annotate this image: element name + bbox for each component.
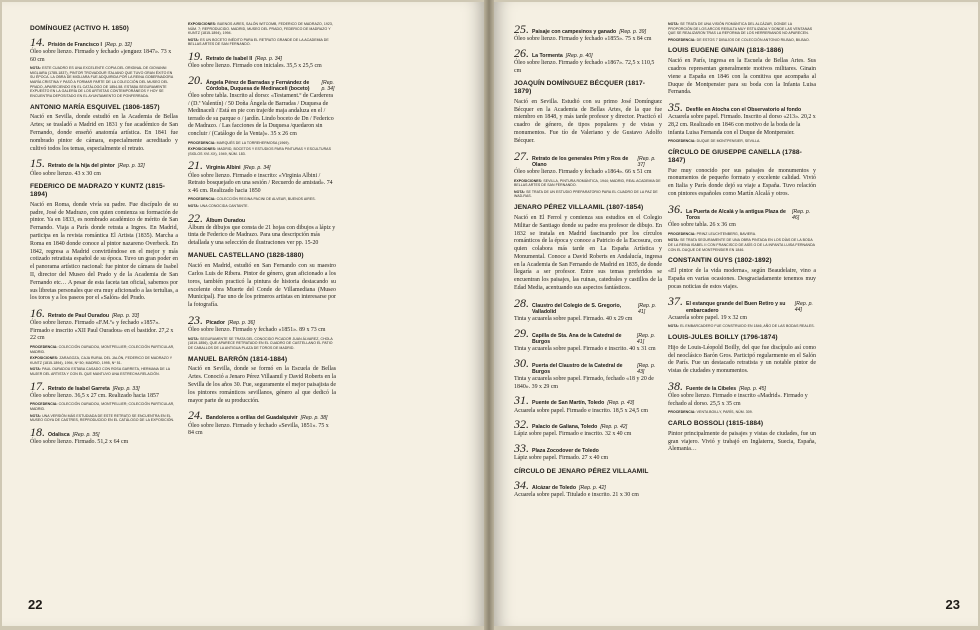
entry-title: Álbum Ouradou: [206, 217, 246, 224]
entry-title: El estanque grande del Buen Retiro y su embarcadero: [686, 301, 786, 314]
entry-number: 15.: [30, 156, 45, 171]
note-text: SE TRATA SEGURAMENTE DE UNA OBRA PINTADA EN LOS DÍAS DE LA BODA DE LA REINA ISABEL II CON FRANCISCO DE ASÍS O DE LA INFANTA LUISA FERNANDA CON EL DUQUE DE MONTPENSIER EN 1846.: [668, 238, 815, 252]
artist-heading: ANTONIO MARÍA ESQUIVEL (1806-1857): [30, 103, 160, 111]
note-label: NOTA:: [188, 336, 200, 341]
catalogue-entry: [188, 74, 336, 139]
note-label: PROCEDENCIA:: [668, 37, 696, 42]
entry-technical-description: Óleo sobre tabla. 26 x 36 cm: [668, 222, 736, 229]
page-number-right: 23: [945, 597, 960, 612]
entry-plate-reference: [Rep. p. 36]: [228, 319, 255, 326]
catalogue-note: [30, 414, 178, 423]
artist-heading: CÍRCULO DE GIUSEPPE CANELLA (1788-1847): [668, 148, 802, 164]
entry-heading: [30, 380, 178, 392]
catalogue-note: [668, 22, 816, 36]
entry-technical-description: Tinta y acuarela sobre papel. Firmado, fechado «18 y 20 de 1840». 39 x 29 cm: [514, 376, 654, 390]
entry-title: Palacio de Galiana, Toledo: [532, 424, 598, 431]
note-label: EXPOSICIONES:: [30, 356, 59, 361]
entry-plate-reference: [Rep. p. 34]: [243, 165, 271, 172]
entry-heading: [188, 74, 336, 92]
entry-technical-description: Álbum de dibujos que consta de 21 hojas con dibujos a lápiz y tinta de Federico de Madrazo. Para una descripción más detallada y una selección de ilustraciones ver pp. 15-20: [188, 224, 336, 246]
right-column-3: [822, 20, 970, 580]
entry-technical-description: Óleo sobre lienzo. Firmado y fechado «jenguez 1847». 73 x 60 cm: [30, 49, 172, 63]
entry-plate-reference: [Rep. p. 41]: [637, 302, 657, 315]
artist-biography: Nació en Sevilla, donde se formó en la Escuela de Bellas Artes. Conoció a Jenaro Pérez Villaamil y David Roberts en la Sevilla de los años 30. Fue, seguramente el mejor paisajista de los pintores románticos sevillanos, género al que dedicó la mayor parte de su producción.: [188, 366, 336, 404]
catalogue-entry: [668, 380, 816, 408]
entry-heading: [30, 157, 178, 169]
entry-title: La Puerta de Alcalá y la antigua Plaza de Toros: [686, 208, 786, 221]
left-column-1: [30, 20, 178, 580]
entry-heading: [514, 150, 662, 168]
entry-heading: [514, 418, 662, 430]
entry-number: 28.: [514, 295, 529, 310]
note-label: NOTA:: [668, 238, 680, 243]
artist-biography: Nació en El Ferrol y comienza sus estudios en el Colegio Militar de Santiago donde su padre era profesor de dibujo. En 1832 se instala en Madrid fascinando por los círculos románticos de la época y conoce a Patricio de la Escosura, con quien colabora más tarde en La España Artística y Monumental. Conoce a David Roberts en Andalucía, ingresa en la Academia de San Fernando de Madrid en 1835, de donde llegaría a ser profesor. Entre sus temas preferidos se encuentran los paisajes, las ruinas, catedrales y castillos de la Edad Media, acentuando sus aspectos fantásticos.: [514, 214, 662, 291]
note-text: COLECCIÓN REGINA PACINI DE ALVEAR, BUENOS AIRES.: [216, 197, 316, 202]
note-text: UNA CONOCIDA CANTANTE.: [200, 203, 249, 208]
entry-number: 18.: [30, 424, 45, 439]
entry-title: Retrato de Isabel Garreta: [48, 385, 110, 392]
artist-heading: CONSTANTIN GUYS (1802-1892): [668, 257, 772, 265]
catalogue-note: [30, 66, 178, 98]
entry-technical-description: Óleo sobre lienzo. Firmado con iniciales. 35,5 x 25,5 cm: [188, 63, 322, 70]
artist-biography: Nació en París, ingresa en la Escuela de Bellas Artes. Sus cuadros representan generalmente motivos militares. Ginain viene a España en 1846 con la comitiva que acompaña al Duque de Montpensier para su boda con la Infanta Luisa Fernanda.: [668, 58, 816, 96]
catalogue-entry: [514, 442, 662, 463]
entry-number: 33.: [514, 440, 529, 455]
note-text: DE ESTOS 7 DIBUJOS DE COLECCIÓN ANTONIO RILBAO, BILBAO.: [696, 37, 810, 42]
entry-heading: [668, 380, 816, 392]
catalogue-entry: [668, 101, 816, 137]
note-text: ESTE CUADRO ES UNA EXCELENTE COPIA DEL ORIGINAL DE GIOVANNI MIGLIARA (1785-1837), PINTOR TROVADOUR ITALIANO QUE TUVO GRAN ÉXITO EN SU ÉPOCA. LA OBRA DE MIGLIARA FUE ADQUIRIDA POR LA REINA GOBERNADORA MARÍA CRISTINA Y PASÓ A FORMAR PARTE DE LA COLECCIÓN DEL MUSEO DEL PRADO, APARECIENDO EN EL CATÁLOGO DE 1854-58. ESTABA SEGURAMENTE EXPUESTO EN LA GALERÍA DE LOS ARTISTAS CONTEMPORÁNEOS Y HOY SE ENCUENTRA DEPOSITADO EN EL AYUNTAMIENTO DE PONFERRADA.: [30, 66, 174, 98]
entry-plate-reference: [Rep. p. 41]: [636, 332, 656, 345]
note-label: PROCEDENCIA:: [188, 140, 216, 145]
catalogue-entry: [30, 157, 178, 178]
catalogue-note: [188, 204, 336, 209]
entry-title: Retrato de los generales Prim y Ros de Olano: [532, 155, 629, 168]
entry-number: 31.: [514, 393, 529, 408]
entry-number: 19.: [188, 49, 203, 64]
note-label: NOTA:: [668, 324, 680, 329]
catalogue-entry: [668, 203, 816, 230]
entry-heading: [514, 357, 662, 375]
entry-heading: [30, 307, 178, 319]
entry-plate-reference: [Rep. p. 34]: [321, 79, 335, 92]
catalogue-note: [668, 324, 816, 329]
entry-technical-description: Óleo sobre lienzo. Firmado e inscrito «Madrid». Firmado y fechado al dorso. 25,5 x 35 cm: [668, 393, 808, 407]
entry-heading: [514, 23, 662, 35]
note-label: PROCEDENCIA:: [668, 410, 696, 415]
catalogue-note: [30, 356, 178, 365]
entry-plate-reference: [Rep. p. 43]: [607, 400, 635, 407]
catalogue-entry: [30, 307, 178, 343]
catalogue-note: [30, 402, 178, 411]
entry-technical-description: Óleo sobre lienzo. Firmado. 51,2 x 64 cm: [30, 439, 129, 446]
entry-plate-reference: [Rep. p. 42]: [579, 484, 606, 491]
entry-technical-description: Acuarela sobre papel. Firmado. Inscrito al dorso «213». 20,2 x 28,2 cm. Realizado en 1846 con motivo de la boda de la infanta Luisa Fernanda con el Duque de Montpensier.: [668, 114, 816, 136]
catalogue-entry: [514, 327, 662, 354]
artist-biography: Nació en Sevilla, donde estudió en la Academia de Bellas Artes; se trasladó a Madrid en 1831 y fue académico de San Fernando, donde enseñó anatomía artística. En 1841 fue nombrado pintor de cámara, especialmente acreditado y cultivó todos los temas, especialmente el retrato.: [30, 114, 178, 152]
page-number-left: 22: [28, 597, 43, 612]
artist-heading: FEDERICO DE MADRAZO Y KUNTZ (1815-1894): [30, 183, 166, 198]
note-text: MARQUÉS DE LA TORREHERMOSA (1969).: [216, 140, 290, 145]
entry-number: 26.: [514, 45, 529, 60]
artist-biography: Pintor principalmente de paisajes y vistas de ciudades, fue un gran viajero. Vivió y trabajó en Inglaterra, Suecia, España, Alemania…: [668, 430, 816, 453]
entry-heading: [30, 36, 178, 48]
entry-title: Plaza Zocodover de Toledo: [532, 447, 599, 454]
entry-heading: [514, 327, 662, 345]
entry-technical-description: Óleo sobre lienzo. Firmado y fechado «Sevilla, 1851». 75 x 84 cm: [188, 422, 329, 437]
note-label: NOTA:: [668, 22, 680, 26]
entry-number: 25.: [514, 22, 529, 36]
entry-number: 34.: [514, 477, 529, 492]
entry-title: Retrato de Paul Ouradou: [48, 313, 110, 320]
entry-plate-reference: [Rep. p. 38]: [300, 415, 328, 422]
entry-technical-description: Acuarela sobre papel. 19 x 32 cm: [668, 314, 748, 321]
note-label: NOTA:: [30, 413, 42, 418]
entry-title: Odalisca: [48, 431, 70, 438]
entry-plate-reference: [Rep. p. 32]: [104, 41, 132, 48]
note-text: SEGURAMENTE SE TRATA DEL CONOCIDO PICADOR JUAN ÁLVAREZ, CHOLA (1819-1856), QUE APARECE RETRATADO EN EL CUADRO DE CASTELLANO EL PATIO DE CABALLOS DE LA ANTIGUA PLAZA DE TOROS DE MADRID.: [188, 336, 333, 350]
catalogue-entry: [514, 418, 662, 439]
catalogue-entry: [514, 23, 662, 44]
right-page: [494, 2, 978, 626]
entry-number: 14.: [30, 34, 45, 49]
catalogue-note: [188, 337, 336, 351]
note-label: EXPOSICIONES:: [514, 178, 543, 183]
note-label: PROCEDENCIA:: [30, 402, 58, 407]
entry-technical-description: Lápiz sobre papel. Firmado. 27 x 40 cm: [514, 455, 609, 462]
entry-number: 32.: [514, 417, 529, 432]
note-text: MADRID, BOCETOS Y ESTUDIOS PARA PINTURAS Y ESCULTURAS (SIGLOS XVI-XX), 1949, NÚM. 183.: [188, 147, 331, 156]
catalogue-note: [668, 38, 816, 43]
entry-title: Retrato de Isabel II: [206, 56, 253, 63]
note-text: EL EMBARCADERO FUE CONSTRUIDO EN 1846, AÑO DE LAS BODAS REALES.: [680, 324, 815, 329]
artist-biography: Fue muy conocido por sus paisajes de monumentos y monumentos de pequeño formato y excelente calidad. Vivió en Italia y París donde dejó su viaje a España. Tuvo relación con pintores españoles como Martín Alcalá y otros.: [668, 167, 816, 197]
entry-technical-description: Acuarela sobre papel. Titulado e inscrito. 21 x 30 cm: [514, 491, 639, 498]
entry-technical-description: Óleo sobre lienzo. Firmado «F.M.º» y fechado «1857». Firmado e inscrito «XII Paul Ouradou» en el bastidor. 27,2 x 22 cm: [30, 320, 174, 342]
entry-number: 38.: [668, 379, 683, 394]
entry-title: Bandoleros a orillas del Guadalquivir: [206, 415, 298, 422]
entry-plate-reference: [Rep. p. 42]: [600, 424, 628, 431]
entry-number: 36.: [668, 201, 683, 216]
artist-heading: DOMÍNGUEZ (ACTIVO H. 1850): [30, 25, 129, 32]
catalogue-note: [188, 22, 336, 36]
note-text: ES UN BOCETO INÉDITO PARA EL RETRATO GRANDE DE LA ACADEMIA DE BELLAS ARTES DE SAN FERNANDO.: [188, 37, 329, 47]
entry-title: Desfile en Atocha con el Observatorio al fondo: [686, 107, 802, 114]
catalogue-note: [668, 410, 816, 415]
entry-number: 16.: [30, 306, 45, 321]
catalogue-entry: [668, 295, 816, 322]
entry-technical-description: Óleo sobre lienzo. Firmado y fechado «1851». 89 x 73 cm: [188, 327, 326, 334]
entry-technical-description: Óleo sobre tabla. Inscrito al dorso: «Testament.º de Carderera / (D.ª Valentín) / 50 Doña Ángela de Barradas / Duquesa de Medinaceli / Está en pie con traje/de maja andaluza en el / terrado de su parque o / jardín. Lindo boceto de Dn / Federico de Madrazo. / Las facciones de la Duquesa /quedaron sin concluir / (Catálogo de la Venta)». 35 x 26 cm: [188, 93, 334, 138]
entry-title: Claustro del Colegio de S. Gregorio, Valladolid: [532, 302, 622, 316]
entry-heading: [514, 442, 662, 454]
catalogue-note: [188, 38, 336, 47]
entry-heading: [668, 101, 816, 113]
entry-title: Retrato de la hija del pintor: [48, 163, 115, 170]
entry-heading: [514, 297, 662, 315]
entry-technical-description: Óleo sobre lienzo. Firmado y fechado «1864». 66 x 51 cm: [514, 169, 652, 176]
catalogue-entry: [188, 409, 336, 437]
note-label: NOTA:: [188, 37, 200, 42]
note-text: PAUL OURADOU ESTABA CASADO CON ROSA GARRETA, HERMANA DE LA MUJER DEL ARTISTA Y CON EL QUE MANTUVO UNA ESTRECHA RELACIÓN.: [30, 367, 170, 376]
note-text: UNA VERSIÓN MÁS ESTUDIADA DE ESTE RETRATO SE ENCUENTRA EN EL MUSEO GOYA DE CASTRES, REPRODUCIDO EN EL CATÁLOGO DE LA EXPOSICIÓN.: [30, 413, 175, 423]
note-text: SE TRATA DE UNA VISIÓN ROMÁNTICA DEL ALCÁZAR, DONDE LA PROPORCIÓN DE LOS ARCOS RESULTA MUY ESTILIZADA Y DONDE LAS VENTANAS QUE SE REALIZARON TRAS LA REFORMA DE LOS HERRERIANOS NO APARECEN.: [668, 22, 813, 36]
note-text: SEVILLA, PINTURA ROMÁNTICA, 1944; MADRID, REAL ACADEMIA DE BELLAS ARTES DE SAN FERNANDO.: [514, 178, 661, 188]
catalogue-note: [668, 238, 816, 252]
entry-number: 27.: [514, 148, 529, 163]
artist-heading: LOUIS-JULES BOILLY (1796-1874): [668, 334, 778, 341]
entry-plate-reference: [Rep. p. 35]: [72, 431, 100, 438]
catalogue-entry: [514, 479, 662, 500]
artist-biography: Hijo de Louis-Léopold Boilly, del que fue discípulo así como del neoclásico Barón Gros. Participó regularmente en el Salón de París. Fue un destacado retratista y un notable pintor de vistas de ciudades y monumentos.: [668, 344, 816, 375]
entry-plate-reference: [Rep. p. 32]: [117, 163, 145, 170]
catalogue-note: [668, 232, 816, 237]
entry-number: 21.: [188, 158, 203, 173]
artist-biography: «El pintor de la vida moderna», según Beaudelaire, vino a España en varias ocasiones. Desgraciadamente tenemos muy pocas noticias de estos viajes.: [668, 268, 816, 290]
catalogue-note: [668, 139, 816, 144]
book-gutter: [484, 0, 494, 630]
catalogue-note: [514, 190, 662, 199]
entry-heading: [188, 159, 336, 171]
note-label: PROCEDENCIA:: [30, 344, 58, 349]
entry-heading: [668, 203, 816, 221]
artist-heading: JOAQUÍN DOMÍNGUEZ BÉCQUER (1817-1879): [514, 80, 646, 96]
note-text: ZARAGOZA, CAJA RURAL DEL JALÓN, FEDERICO DE MADRAZO Y KUNTZ (1815-1894), 1994, Nº 50; MADRID, 1995, Nº 51.: [30, 356, 173, 365]
artist-heading: MANUEL BARRÓN (1814-1884): [188, 355, 288, 363]
note-text: PRINZ LEUCHTENBERG, BAVIERA.: [696, 231, 757, 236]
entry-technical-description: Tinta y acuarela sobre papel. Firmado e inscrito. 40 x 31 cm: [514, 346, 656, 353]
catalogue-entry: [514, 47, 662, 75]
entry-plate-reference: [Rep. p. 33]: [112, 385, 140, 392]
entry-plate-reference: [Rep. p. 46]: [792, 208, 811, 221]
right-column-2: [668, 20, 816, 580]
entry-technical-description: Tinta y acuarela sobre papel. Firmado. 40 x 29 cm: [514, 316, 633, 323]
note-label: PROCEDENCIA:: [188, 197, 216, 202]
entry-heading: [514, 47, 662, 59]
artist-heading: CÍRCULO DE JENARO PÉREZ VILLAAMIL: [514, 467, 649, 475]
artist-heading: MANUEL CASTELLANO (1828-1880): [188, 252, 304, 260]
entry-title: Virginia Albini: [206, 165, 241, 172]
right-column-1: [514, 20, 662, 580]
artist-heading: JENARO PÉREZ VILLAAMIL (1807-1854): [514, 204, 644, 212]
left-column-2: [188, 20, 336, 580]
entry-title: Paisaje con campesinos y ganado: [532, 29, 617, 35]
entry-heading: [188, 409, 336, 421]
entry-number: 37.: [668, 294, 683, 309]
note-text: BUENOS AIRES, SALÓN WITCOMB, FEDERICO DE MADRAZO, 1923, NÚM. 7; REPRODUCIDO. MADRID, MUSEO DEL PRADO, FEDERICO DE MADRAZO Y KUNTZ (1815-1894), 1994.: [188, 22, 333, 36]
entry-plate-reference: [Rep. p. 33]: [112, 313, 139, 320]
entry-title: Capilla de Sta. Ana de la Catedral de Burgos: [532, 332, 622, 346]
catalogue-note: [188, 141, 336, 146]
entry-heading: [668, 295, 816, 313]
entry-technical-description: Óleo sobre lienzo. Firmado y fechado «1867». 72,5 x 110,5 cm: [514, 60, 655, 74]
entry-plate-reference: [Rep. p. 34]: [255, 56, 282, 63]
catalogue-entry: [514, 394, 662, 415]
entry-title: Fuente de la Cibeles: [686, 386, 737, 393]
entry-heading: [514, 479, 662, 491]
entry-plate-reference: [Rep. p. 43]: [637, 362, 656, 375]
note-text: VENTA BOILLY, PARÍS, NÚM. 309.: [696, 410, 753, 415]
note-label: NOTA:: [30, 66, 42, 71]
entry-technical-description: Óleo sobre lienzo. Firmado e inscrito: «Virginia Albini / Retrato bosquejado en una sesión / Recuerdo de amistad». 74 x 46 cm. Realizado hacia 1850: [188, 172, 333, 194]
entry-technical-description: Acuarela sobre papel. Firmado e inscrito. 18,5 x 24,5 cm: [514, 407, 648, 414]
note-text: COLECCIÓN OURADOU, MONTPELLIER; COLECCIÓN PARTICULAR, MADRID.: [30, 344, 175, 354]
note-label: EXPOSICIONES:: [188, 22, 217, 26]
entry-number: 17.: [30, 378, 45, 393]
left-column-3: [340, 20, 480, 580]
entry-number: 30.: [514, 355, 529, 370]
entry-technical-description: Óleo sobre lienzo. 43 x 30 cm: [30, 170, 101, 177]
catalogue-entry: [188, 50, 336, 71]
entry-plate-reference: [Rep. p. 45]: [739, 386, 766, 393]
entry-technical-description: Óleo sobre lienzo. 36,5 x 27 cm. Realizado hacia 1857: [30, 392, 159, 399]
entry-title: Ángela Pérez de Barradas y Fernández de Córdoba, Duquesa de Medinaceli (boceto): [206, 79, 310, 93]
entry-number: 35.: [668, 100, 683, 115]
catalogue-entry: [514, 297, 662, 324]
catalogue-note: [30, 367, 178, 376]
catalogue-note: [188, 147, 336, 156]
artist-heading: LOUIS EUGENE GINAIN (1818-1886): [668, 47, 784, 55]
catalogue-entry: [30, 380, 178, 401]
note-label: NOTA:: [188, 203, 200, 208]
entry-number: 29.: [514, 325, 529, 340]
note-label: NOTA:: [30, 367, 42, 372]
entry-number: 22.: [188, 210, 203, 225]
entry-title: Puente de San Martín, Toledo: [532, 400, 605, 407]
left-page: [2, 2, 484, 626]
catalogue-entry: [188, 212, 336, 248]
entry-title: Puerta del Claustro de la Catedral de Burgos: [532, 362, 623, 376]
entry-plate-reference: [Rep. p. 39]: [619, 29, 647, 35]
entry-heading: [188, 212, 336, 224]
note-text: DUQUE DE MONTPENSIER, SEVILLA.: [696, 139, 761, 144]
catalogue-entry: [30, 36, 178, 64]
entry-heading: [30, 426, 178, 438]
entry-technical-description: Óleo sobre lienzo. Firmado y fechado «1855». 75 x 84 cm: [514, 36, 652, 43]
entry-heading: [514, 394, 662, 406]
catalogue-entry: [514, 150, 662, 177]
entry-number: 24.: [188, 408, 203, 423]
entry-number: 20.: [188, 72, 203, 87]
note-label: PROCEDENCIA:: [668, 231, 696, 236]
note-text: COLECCIÓN OURADOU, MONTPELLIER; COLECCIÓN PARTICULAR, MADRID.: [30, 402, 175, 411]
catalogue-note: [514, 179, 662, 188]
entry-plate-reference: [Rep. p. 37]: [637, 155, 656, 168]
artist-biography: Nació en Sevilla. Estudió con su primo José Domínguez Bécquer en la Academia de Bellas Artes, de la que fue miembro en 1848, y más tarde profesor y director. Practicó el cuadro de género, de tipos populares y de vistas y monumentos. Fue tío de Valeriano y de Gustavo Adolfo Bécquer.: [514, 98, 662, 144]
note-label: NOTA:: [514, 189, 526, 194]
entry-title: Prisión de Francisco I: [48, 41, 102, 48]
entry-number: 23.: [188, 312, 203, 327]
catalogue-entry: [188, 314, 336, 335]
note-label: EXPOSICIONES:: [188, 147, 217, 152]
catalogue-entry: [188, 159, 336, 195]
entry-heading: [188, 50, 336, 62]
note-text: SE TRATA DE UN ESTUDIO PREPARATORIO PARA EL CUADRO DE LA PAZ DE WAD-RAS.: [514, 189, 658, 199]
entry-technical-description: Lápiz sobre papel. Firmado e inscrito. 32 x 40 cm: [514, 431, 632, 438]
entry-title: Alcázar de Toledo: [532, 484, 577, 491]
artist-biography: Nació en Roma, donde vivía su padre. Fue discípulo de su padre, José de Madrazo, con quien comienza su formación de pintor. Ya en 1833, es nombrado académico de mérito de San Fernando. Viaja a París donde retrata a Ingres. En Madrid, participa en la revista romántica El Artista (1835). Marcha a Roma en 1840 donde conoce al pintor nazareno Overbeck. En 1842, regresa a Madrid convirtiéndose en el mejor y más cotizado retratista español de su época. Tuvo un gran poder en el panorama artístico nacional: fue pintor de cámara de Isabel II, director del Museo del Prado y de la Academia de San Fernando etc… A pesar de esta faceta tan oficial, sabemos por sus libretas personales que era muy aficionado a las tertulias, a los toros y a los paseos por el «Salón» del Prado.: [30, 201, 178, 302]
catalogue-entry: [30, 426, 178, 447]
catalogue-note: [30, 345, 178, 354]
entry-title: Picador: [206, 319, 226, 326]
artist-biography: Nació en Madrid, estudió en San Fernando con su maestro Carlos Luis de Ribera. Pintor de género, gran aficionado a los toros, también practicó la pintura de historia destacando su excelente obra Muerte del Conde de Villamediana (Museo Municipal). Fue uno de los primeros artistas en interesarse por la fotografía.: [188, 263, 336, 309]
entry-plate-reference: [Rep. p. 44]: [794, 301, 813, 314]
artist-heading: CARLO BOSSOLI (1815-1884): [668, 419, 764, 427]
entry-heading: [188, 314, 336, 326]
note-label: PROCEDENCIA:: [668, 139, 696, 144]
entry-plate-reference: [Rep. p. 40]: [565, 52, 593, 59]
catalogue-note: [188, 197, 336, 202]
catalogue-entry: [514, 357, 662, 392]
entry-title: La Tormenta: [532, 52, 563, 59]
